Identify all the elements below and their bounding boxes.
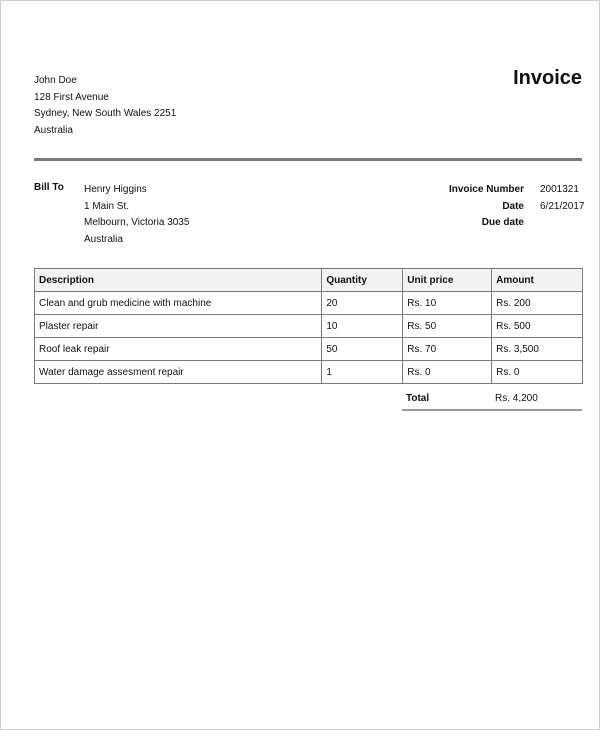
table-row bbox=[35, 361, 583, 384]
total-row bbox=[402, 389, 582, 409]
date-value: 6/21/2017 bbox=[540, 200, 585, 212]
invoice-number-value: 2001321 bbox=[540, 184, 579, 195]
sender-name: John Doe bbox=[34, 75, 77, 86]
bill-to-label: Bill To bbox=[34, 182, 64, 193]
bill-to-address-line2: Melbourn, Victoria 3035 bbox=[84, 217, 190, 228]
header-unit-price: Unit price bbox=[403, 269, 492, 292]
table-header-row bbox=[35, 269, 583, 292]
cell-quantity: 1 bbox=[322, 361, 403, 384]
cell-unit-price: Rs. 0 bbox=[403, 361, 492, 384]
total-label: Total bbox=[406, 393, 430, 404]
cell-amount: Rs. 500 bbox=[492, 315, 583, 338]
due-date-value bbox=[524, 215, 540, 232]
table-row bbox=[35, 292, 583, 315]
sender-country: Australia bbox=[34, 124, 73, 136]
invoice-number-label: Invoice Number bbox=[448, 184, 524, 195]
due-date-row bbox=[421, 215, 585, 232]
total-underline bbox=[402, 409, 582, 411]
sender-address-line2: Sydney, New South Wales 2251 bbox=[34, 108, 177, 119]
due-date-label: Due date bbox=[481, 217, 524, 228]
cell-amount: Rs. 0 bbox=[492, 361, 583, 384]
cell-description: Water damage assesment repair bbox=[35, 361, 322, 384]
bill-to-country: Australia bbox=[84, 233, 123, 245]
sender-block bbox=[34, 73, 176, 139]
table-row bbox=[35, 315, 583, 338]
bill-to-address-line1: 1 Main St. bbox=[84, 200, 130, 212]
cell-amount: Rs. 200 bbox=[492, 292, 583, 315]
header-divider bbox=[34, 158, 582, 161]
cell-quantity: 10 bbox=[322, 315, 403, 338]
table-row bbox=[35, 338, 583, 361]
invoice-number-row bbox=[421, 182, 585, 199]
cell-description: Plaster repair bbox=[35, 315, 322, 338]
bill-to-name: Henry Higgins bbox=[84, 184, 147, 195]
cell-description: Roof leak repair bbox=[35, 338, 322, 361]
header-description: Description bbox=[35, 269, 322, 292]
total-value: Rs. 4,200 bbox=[495, 393, 538, 404]
bill-to-block bbox=[84, 182, 189, 248]
cell-description: Clean and grub medicine with machine bbox=[35, 292, 322, 315]
cell-unit-price: Rs. 70 bbox=[403, 338, 492, 361]
header-amount: Amount bbox=[492, 269, 583, 292]
date-row bbox=[421, 199, 585, 216]
line-items-table bbox=[34, 268, 583, 384]
header-quantity: Quantity bbox=[322, 269, 403, 292]
sender-address-line1: 128 First Avenue bbox=[34, 91, 109, 103]
cell-quantity: 20 bbox=[322, 292, 403, 315]
date-label: Date bbox=[502, 200, 524, 212]
cell-quantity: 50 bbox=[322, 338, 403, 361]
invoice-meta bbox=[421, 182, 585, 232]
invoice-title: Invoice bbox=[513, 67, 582, 89]
cell-amount: Rs. 3,500 bbox=[492, 338, 583, 361]
cell-unit-price: Rs. 10 bbox=[403, 292, 492, 315]
cell-unit-price: Rs. 50 bbox=[403, 315, 492, 338]
